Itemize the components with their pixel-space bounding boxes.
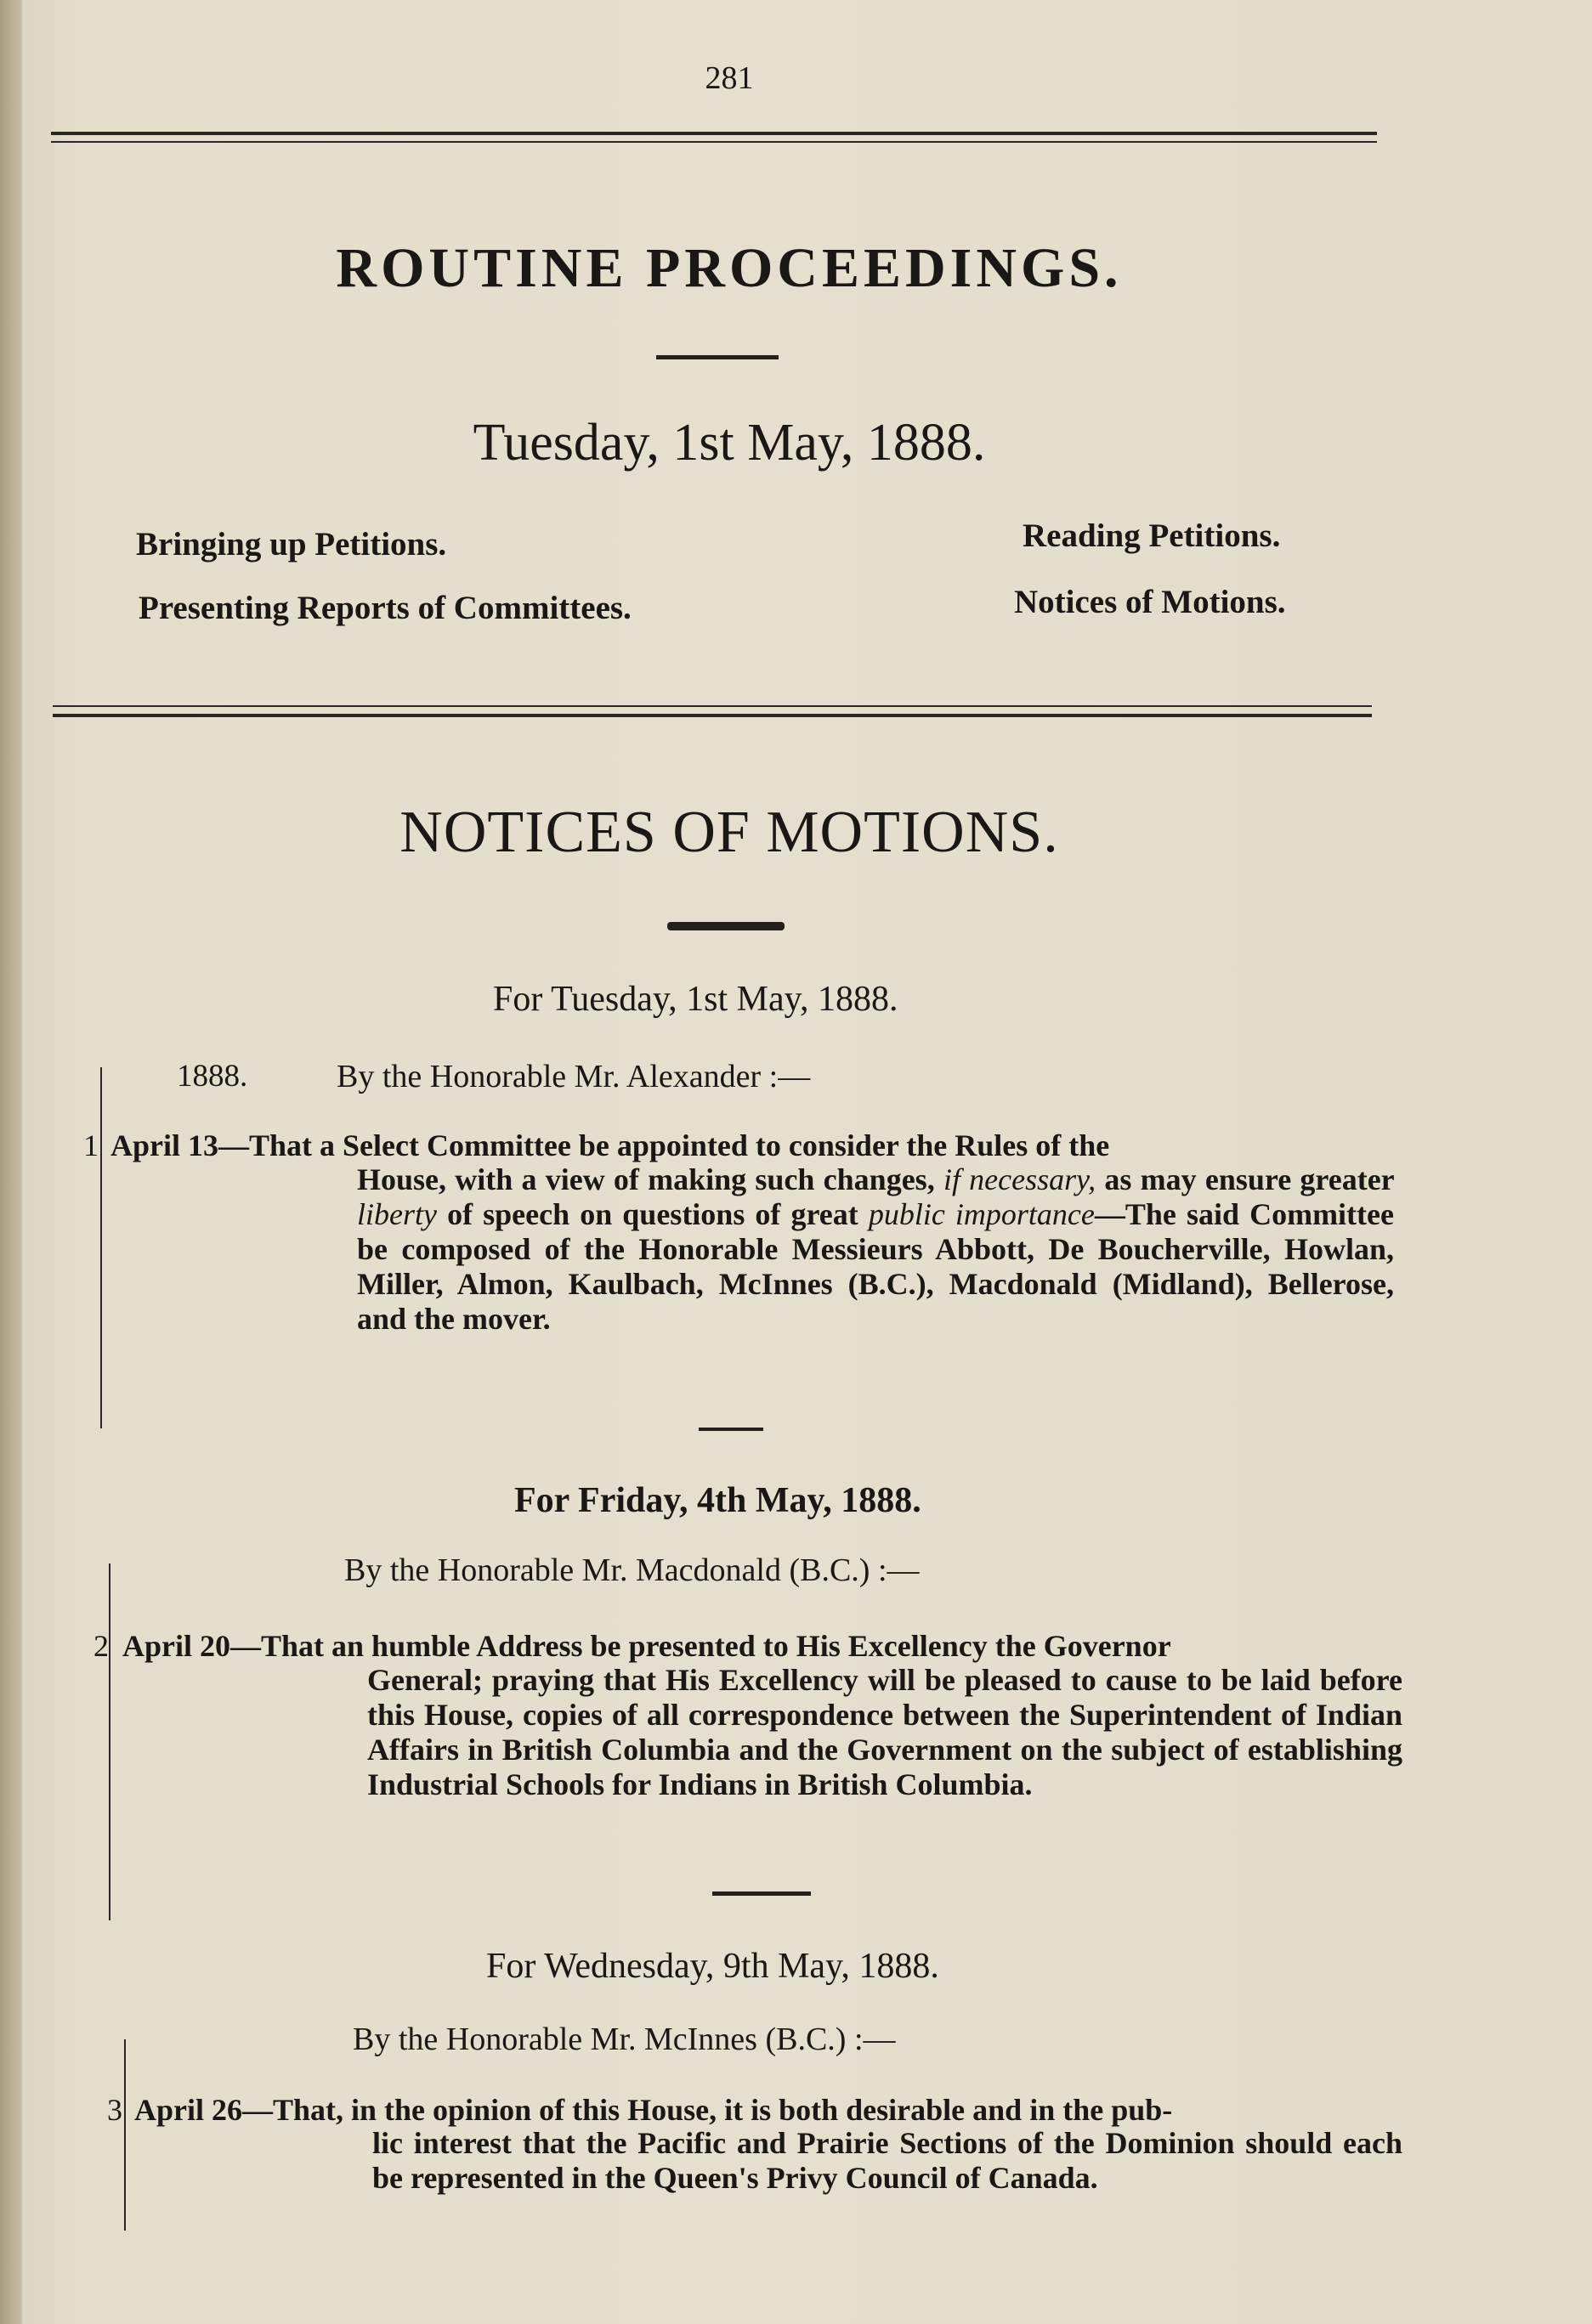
main-title: ROUTINE PROCEEDINGS. — [336, 237, 1123, 299]
notice-body: House, with a view of making such changes, if necessary, as may ensure greater liberty of speech on questions of great public importance—The said Committee be composed of the Honorable Messieurs Abbott, De Boucherville, Howlan, Miller, Almon, Kaulbach, McInnes (B.C.), Macdonald (Midland), Bellerose, and the mover. — [357, 1162, 1395, 1336]
notice-number: 2 — [93, 1629, 109, 1663]
routine-bringing-up-petitions: Bringing up Petitions. — [136, 526, 447, 563]
page-number: 281 — [705, 60, 754, 96]
byline-macdonald: By the Honorable Mr. Macdonald (B.C.) :— — [344, 1552, 920, 1588]
date-title: Tuesday, 1st May, 1888. — [473, 414, 986, 472]
notice-number: 3 — [107, 2093, 122, 2127]
section-divider — [667, 922, 785, 930]
notice-number: 1 — [83, 1128, 99, 1162]
notice-lead-line: April 20—That an humble Address be presented to His Excellency the Governor — [122, 1629, 1171, 1663]
margin-line-3 — [124, 2039, 126, 2231]
title-divider — [656, 355, 779, 359]
book-gutter — [0, 0, 22, 2324]
section-rule — [53, 714, 1372, 717]
byline-mcinnes: By the Honorable Mr. McInnes (B.C.) :— — [353, 2021, 896, 2057]
section-rule-thin — [53, 705, 1372, 707]
routine-presenting-reports: Presenting Reports of Committees. — [139, 590, 632, 626]
divider-dash-1 — [699, 1428, 763, 1431]
byline-alexander: By the Honorable Mr. Alexander :— — [337, 1059, 811, 1094]
group-heading-tuesday: For Tuesday, 1st May, 1888. — [493, 980, 898, 1019]
margin-line-1 — [100, 1067, 102, 1428]
notice-lead-line: April 13—That a Select Committee be appointed to consider the Rules of the — [110, 1128, 1110, 1162]
margin-line-2 — [109, 1563, 110, 1920]
divider-dash-2 — [712, 1891, 811, 1896]
notice-lead-line: April 26—That, in the opinion of this House, it is both desirable and in the pub- — [134, 2093, 1173, 2127]
routine-reading-petitions: Reading Petitions. — [1023, 517, 1281, 554]
group-heading-wednesday: For Wednesday, 9th May, 1888. — [486, 1947, 939, 1986]
section-title: NOTICES OF MOTIONS. — [399, 800, 1059, 865]
top-rule-thin — [51, 141, 1377, 143]
routine-notices-of-motions: Notices of Motions. — [1014, 584, 1286, 620]
notice-body: lic interest that the Pacific and Prairie Sections of the Dominion should each be represented in the Queen's Privy Council of Canada. — [372, 2126, 1402, 2195]
year-label: 1888. — [177, 1059, 248, 1094]
group-heading-friday: For Friday, 4th May, 1888. — [514, 1481, 921, 1520]
notice-body: General; praying that His Excellency will be pleased to cause to be laid before this House, copies of all correspondence between the Superintendent of Indian Affairs in British Columbia and the Government on the subject of establishing Industrial Schools for Indians in British Columbia. — [367, 1663, 1402, 1801]
top-rule — [51, 132, 1377, 135]
